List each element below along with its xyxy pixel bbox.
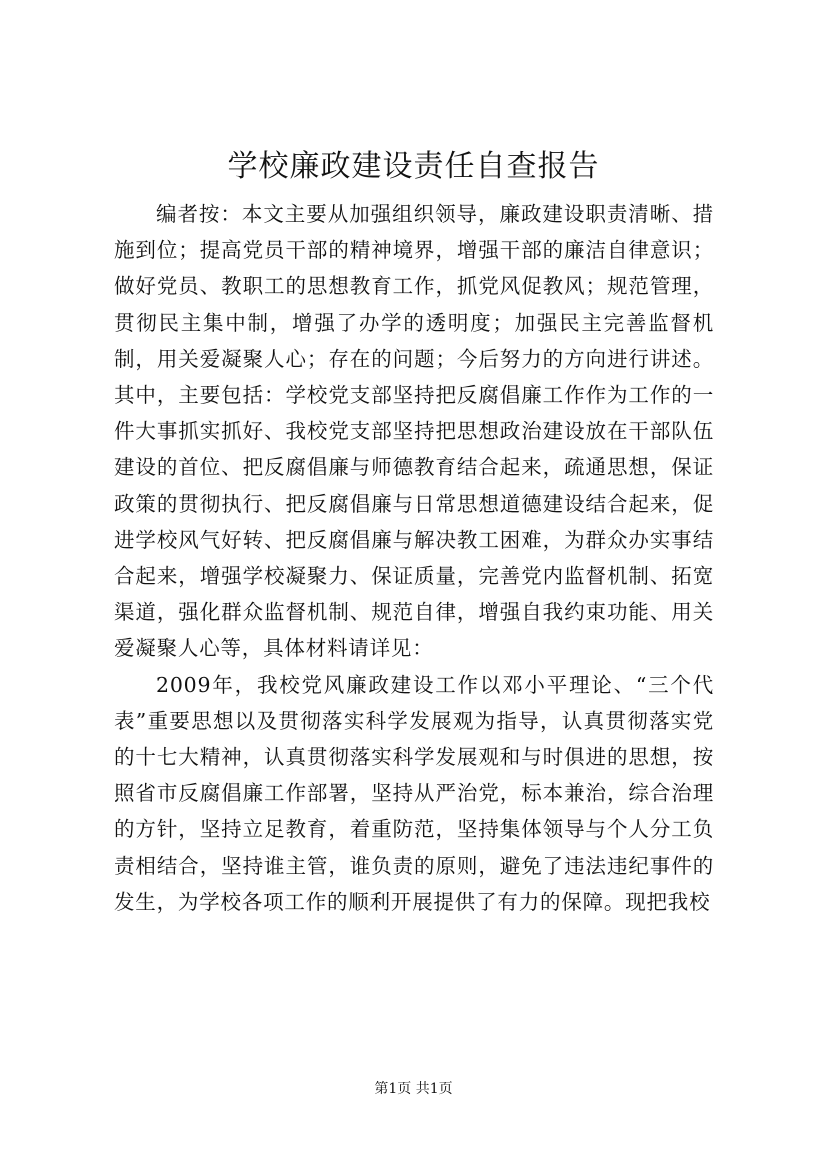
body-paragraph: 2009年，我校党风廉政建设工作以邓小平理论、“三个代表”重要思想以及贯彻落实科学发展观为指导，认真贯彻落实党的十七大精神，认真贯彻落实科学发展观和与时俱进的思想，按照省市反腐倡廉工作部署，坚持从严治党，标本兼治，综合治理的方针，坚持立足教育，着重防范，坚持集体领导与个人分工负责相结合，坚持谁主管，谁负责的原则，避免了违法违纪事件的发生，为学校各项工作的顺利开展提供了有力的保障。现把我校 (114, 672, 714, 914)
document-body (114, 196, 714, 920)
page-footer: 第1页 共1页 (374, 1081, 453, 1097)
document-title: 学校廉政建设责任自查报告 (227, 149, 600, 184)
editor-note-paragraph: 编者按：本文主要从加强组织领导，廉政建设职责清晰、措施到位；提高党员干部的精神境界，增强干部的廉洁自律意识；做好党员、教职工的思想教育工作，抓党风促教风；规范管理，贯彻民主集中制，增强了办学的透明度；加强民主完善监督机制，用关爱凝聚人心；存在的问题；今后努力的方向进行讲述。其中，主要包括：学校党支部坚持把反腐倡廉工作作为工作的一件大事抓实抓好、我校党支部坚持把思想政治建设放在干部队伍建设的首位、把反腐倡廉与师德教育结合起来，疏通思想，保证政策的贯彻执行、把反腐倡廉与日常思想道德建设结合起来，促进学校风气好转、把反腐倡廉与解决教工困难，为群众办实事结合起来，增强学校凝聚力、保证质量，完善党内监督机制、拓宽渠道，强化群众监督机制、规范自律，增强自我约束功能、用关爱凝聚人心等，具体材料请详见： (114, 202, 714, 661)
